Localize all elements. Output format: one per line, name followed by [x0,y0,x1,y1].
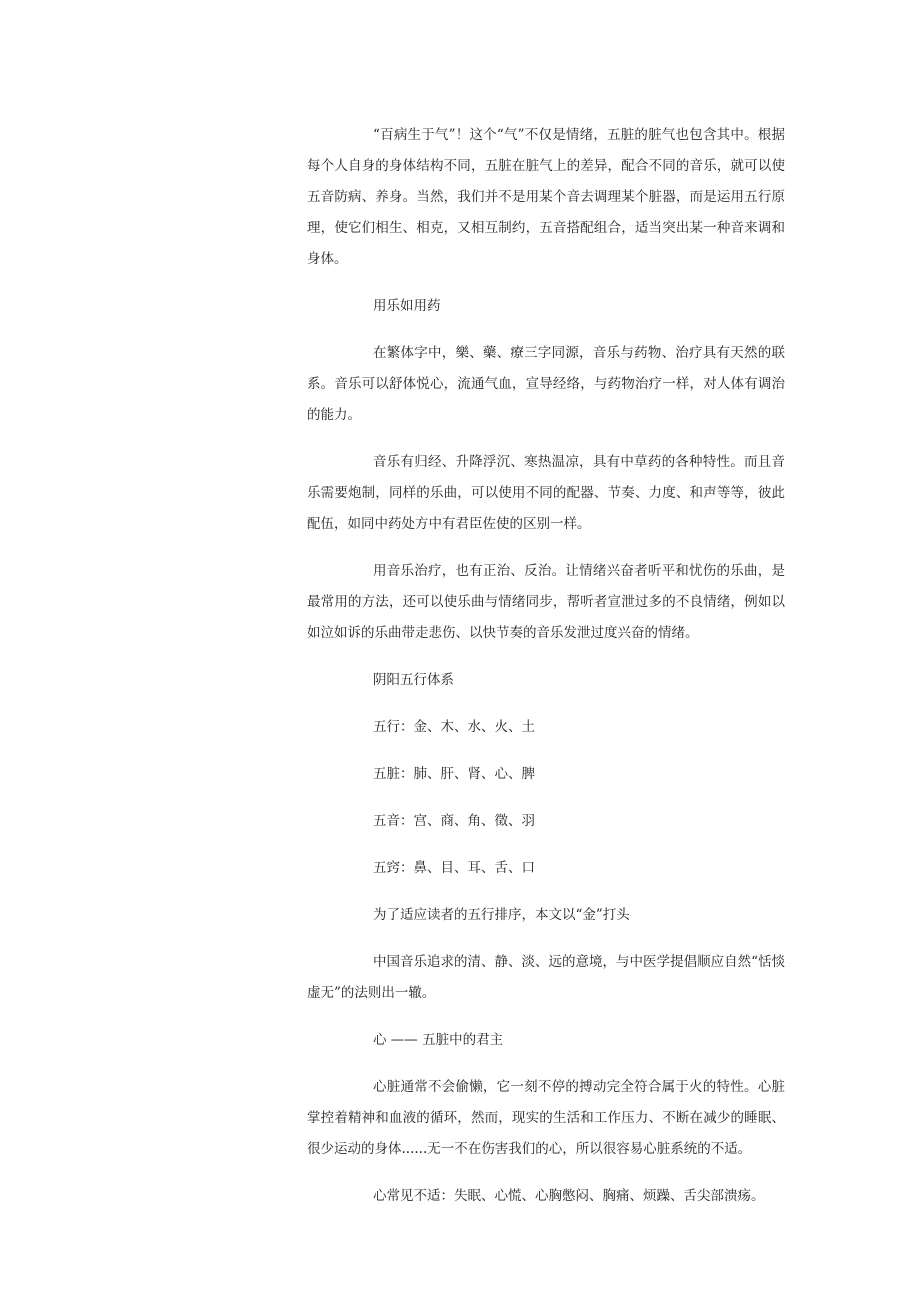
paragraph-music-therapy: 用音乐治疗，也有正治、反治。让情绪兴奋者听平和忧伤的乐曲，是最常用的方法，还可以使乐曲与情绪同步，帮听者宣泄过多的不良情绪，例如以如泣如诉的乐曲带走悲伤、以快节奏的音乐发泄过度兴奋的情绪。 [307,563,785,641]
paragraph-order-note: 为了适应读者的五行排序，本文以“金”打头 [373,907,630,923]
paragraph-heart-function: 心脏通常不会偷懒，它一刻不停的搏动完全符合属于火的特性。心脏掌控着精神和血液的循环，然而，现实的生活和工作压力、不断在减少的睡眠、很少运动的身体......无一不在伤害我们的心，所以很容易心脏系统的不适。 [307,1079,785,1157]
paragraph-chinese-music-ideal: 中国音乐追求的清、静、淡、远的意境，与中医学提倡顺应自然“恬惔虚无”的法则出一辙。 [307,954,785,1001]
list-five-tones: 五音：宫、商、角、徵、羽 [373,813,535,829]
paragraph-heart-symptoms: 心常见不适：失眠、心慌、心胸憋闷、胸痛、烦躁、舌尖部溃疡。 [373,1188,765,1204]
list-five-elements: 五行：金、木、水、火、土 [373,719,535,735]
list-five-organs: 五脏：肺、肝、肾、心、脾 [373,766,535,782]
section-heading-heart: 心 —— 五脏中的君主 [373,1032,504,1048]
paragraph-character-origin: 在繁体字中，樂、藥、療三字同源，音乐与药物、治疗具有天然的联系。音乐可以舒体悦心，流通气血，宣导经络，与药物治疗一样，对人体有调治的能力。 [307,345,785,423]
section-heading-music-as-medicine: 用乐如用药 [373,298,441,314]
section-heading-yin-yang-five-elements: 阴阳五行体系 [373,672,454,688]
paragraph-music-properties: 音乐有归经、升降浮沉、寒热温凉，具有中草药的各种特性。而且音乐需要炮制，同样的乐曲，可以使用不同的配器、节奏、力度、和声等等，彼此配伍，如同中药处方中有君臣佐使的区别一样。 [307,454,785,532]
paragraph-intro: “百病生于气”！这个“气”不仅是情绪，五脏的脏气也包含其中。根据每个人自身的身体结构不同，五脏在脏气上的差异，配合不同的音乐，就可以使五音防病、养身。当然，我们并不是用某个音去调理某个脏器，而是运用五行原理，使它们相生、相克，又相互制约，五音搭配组合，适当突出某一种音来调和身体。 [307,127,785,267]
list-five-orifices: 五窍：鼻、目、耳、舌、口 [373,860,535,876]
document-body [307,120,785,1228]
